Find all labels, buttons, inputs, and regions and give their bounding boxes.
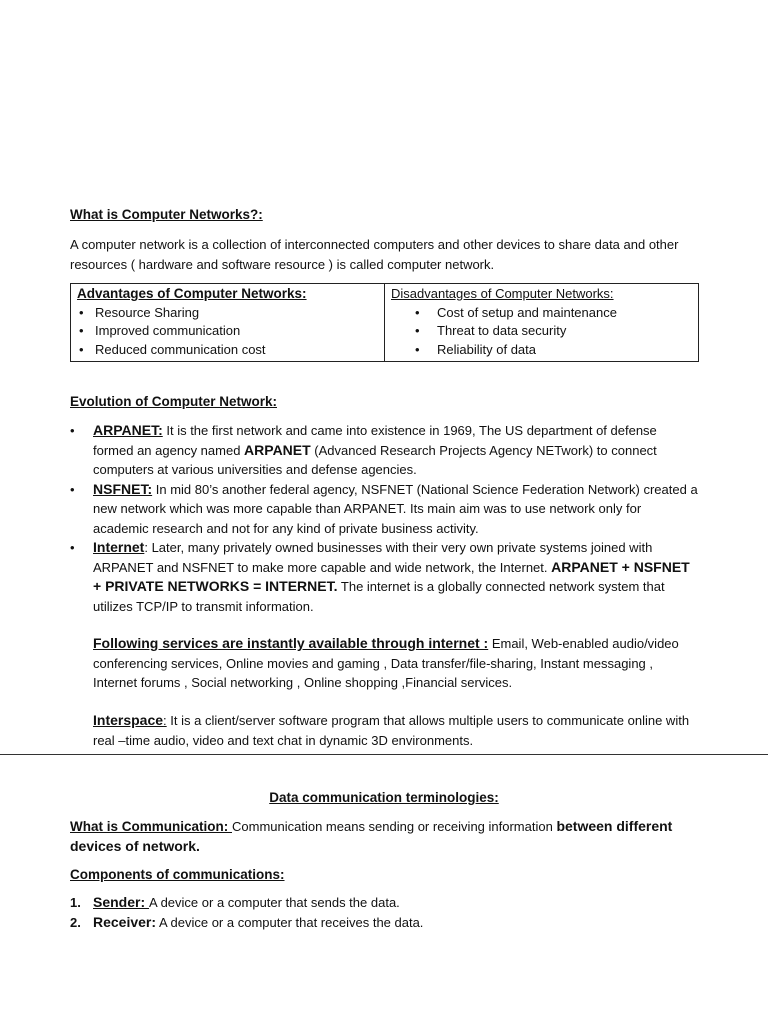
list-item-internet bbox=[70, 538, 698, 616]
internet-term: Internet bbox=[93, 539, 145, 555]
advantages-table bbox=[70, 283, 699, 362]
communication-text: Communication means sending or receiving information bbox=[232, 819, 557, 834]
evolution-list bbox=[70, 421, 698, 616]
disadvantages-list bbox=[391, 304, 692, 360]
list-item: • Resource Sharing bbox=[77, 304, 378, 323]
interspace-colon: : bbox=[163, 713, 167, 728]
section-heading-what-is-networks: What is Computer Networks?: bbox=[70, 207, 263, 222]
list-item: • Improved communication bbox=[77, 322, 378, 341]
list-item-nsfnet bbox=[70, 480, 698, 539]
data-communication-title: Data communication terminologies: bbox=[269, 790, 499, 805]
interspace-paragraph bbox=[93, 711, 698, 750]
disadvantages-heading: Disadvantages of Computer Networks: bbox=[391, 286, 614, 301]
advantages-list bbox=[77, 304, 378, 360]
list-item-sender bbox=[70, 893, 698, 913]
arpanet-term: ARPANET: bbox=[93, 422, 163, 438]
interspace-term: Interspace bbox=[93, 712, 164, 728]
list-item-arpanet bbox=[70, 421, 698, 480]
advantages-cell bbox=[71, 284, 385, 362]
disadvantages-cell bbox=[385, 284, 699, 362]
list-item: • Reliability of data bbox=[391, 341, 692, 360]
list-number: 1. bbox=[70, 895, 81, 910]
communication-bold: between different devices of network. bbox=[70, 818, 673, 854]
services-term: Following services are instantly available through internet : bbox=[93, 635, 489, 651]
internet-text-cont: The internet is a globally connected network system that utilizes TCP/IP to transmit information. bbox=[93, 579, 665, 614]
communication-term: What is Communication: bbox=[70, 819, 232, 834]
list-number: 2. bbox=[70, 914, 81, 930]
advantages-heading: Advantages of Computer Networks: bbox=[77, 286, 307, 301]
section-heading-evolution: Evolution of Computer Network: bbox=[70, 394, 277, 409]
sender-term: Sender: bbox=[93, 894, 150, 910]
nsfnet-term: NSFNET: bbox=[93, 480, 153, 497]
arpanet-text: It is the first network and came into existence in 1969, The US department of defense formed an agency named bbox=[93, 423, 657, 458]
list-item: • Threat to data security bbox=[391, 322, 692, 341]
internet-equation: ARPANET + NSFNET + PRIVATE NETWORKS = INTERNET. bbox=[93, 558, 690, 594]
communication-paragraph bbox=[70, 817, 698, 856]
horizontal-divider bbox=[0, 754, 768, 755]
services-paragraph bbox=[93, 634, 698, 693]
section-heading-data-communication bbox=[70, 788, 698, 808]
components-list bbox=[70, 893, 698, 932]
arpanet-text-cont: (Advanced Research Projects Agency NETwork) to connect computers at various universities and defense agencies. bbox=[93, 442, 657, 477]
arpanet-bold: ARPANET bbox=[244, 441, 311, 458]
services-text: Email, Web-enabled audio/video conferencing services, Online movies and gaming , Data transfer/file-sharing, Instant messaging , Internet forums , Social networking , Online shopping ,Financial services. bbox=[93, 636, 679, 690]
list-item: • Cost of setup and maintenance bbox=[391, 304, 692, 323]
network-definition-paragraph: A computer network is a collection of interconnected computers and other devices to share data and other resources ( hardware and software resource ) is called computer network. bbox=[70, 237, 679, 272]
nsfnet-text: In mid 80’s another federal agency, NSFNET (National Science Federation Network) created a new network which was more capable than ARPANET. Its main aim was to use network only for academic research and not for any kind of private business activity. bbox=[93, 481, 698, 536]
internet-text: : Later, many privately owned businesses with their very own private systems joined with ARPANET and NSFNET to make more capable and wide network, the Internet. bbox=[93, 540, 653, 575]
receiver-text: A device or a computer that receives the data. bbox=[156, 914, 424, 930]
sender-text: A device or a computer that sends the data. bbox=[149, 895, 400, 910]
interspace-text: It is a client/server software program that allows multiple users to communicate online with real –time audio, video and text chat in dynamic 3D environments. bbox=[93, 713, 690, 748]
section-heading-components: Components of communications: bbox=[70, 867, 285, 882]
list-item-receiver bbox=[70, 913, 698, 933]
receiver-term: Receiver: bbox=[93, 913, 157, 930]
list-item: • Reduced communication cost bbox=[77, 341, 378, 360]
